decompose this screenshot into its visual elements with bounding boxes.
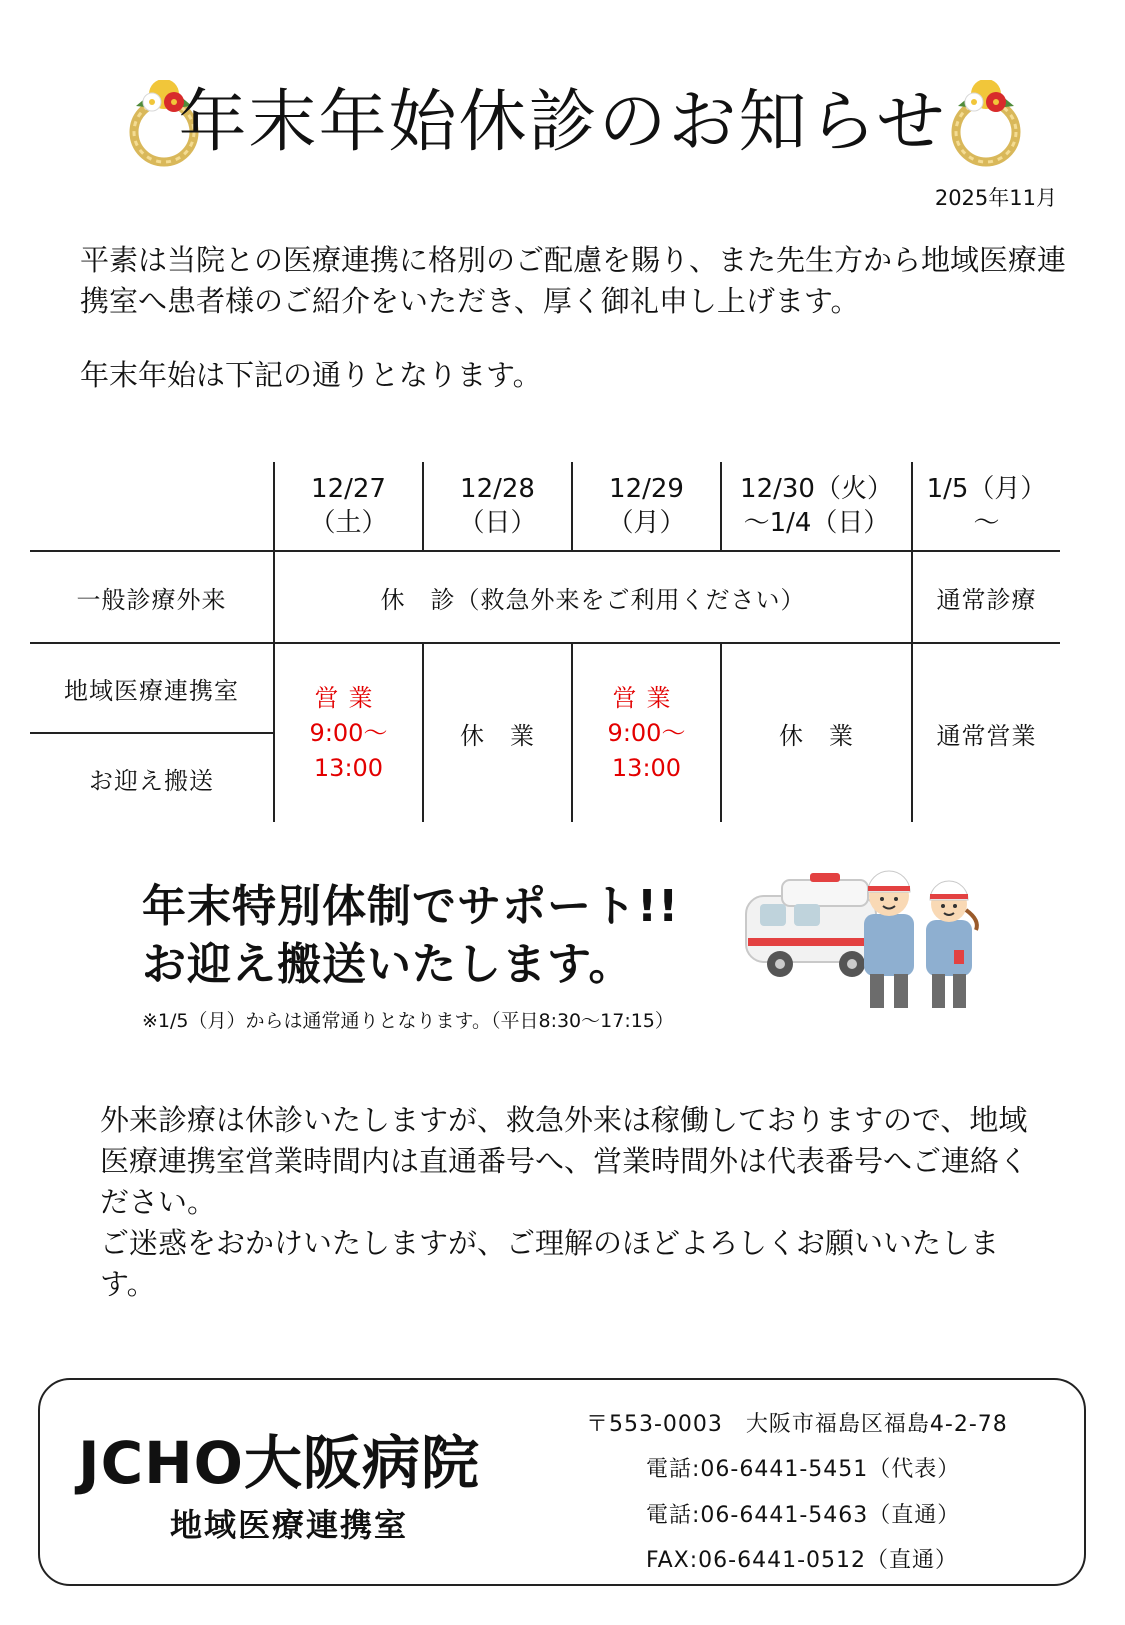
new-year-wreath-right-icon	[940, 80, 1032, 172]
outpatient-contact-note: 外来診療は休診いたしますが、救急外来は稼働しておりますので、地域医療連携室営業時間内は直通番号へ、営業時間外は代表番号へご連絡ください。	[100, 1103, 1029, 1219]
issue-date: 2025年11月	[934, 186, 1057, 210]
table-header-date	[274, 462, 423, 551]
phone-main: 電話:06-6441-5451（代表）	[646, 1457, 961, 1482]
header-date-line2: （日）	[458, 508, 537, 538]
special-support-note: ※1/5（月）からは通常通りとなります。（平日8:30～17:15）	[142, 1010, 674, 1032]
fax-number: FAX:06-6441-0512（直通）	[646, 1548, 959, 1573]
header-date-line2: （月）	[607, 508, 686, 538]
outpatient-note	[100, 1100, 1050, 1305]
page-title: 年末年始休診のお知らせ	[178, 83, 947, 162]
header-date-line1: 12/27	[311, 474, 386, 504]
schedule-table	[30, 462, 1060, 822]
table-header-row	[30, 462, 1060, 551]
open-hours-cell-1227	[274, 643, 423, 822]
header-date-line1: 1/5（月）	[926, 474, 1047, 504]
header-date-line1: 12/28	[460, 474, 535, 504]
ambulance-staff-illustration	[742, 858, 1004, 1018]
header-date-line2: ～	[973, 508, 1000, 538]
open-time-start: 9:00～	[607, 718, 686, 747]
department-name: 地域医療連携室	[170, 1506, 409, 1544]
table-row-regional-liaison	[30, 643, 1060, 733]
apology-note: ご迷惑をおかけいたしますが、ご理解のほどよろしくお願いいたします。	[100, 1226, 1000, 1301]
table-row-general-outpatient	[30, 551, 1060, 643]
open-time-end: 13:00	[313, 753, 384, 782]
header-date-line2: ～1/4（日）	[743, 508, 890, 538]
closed-cell-1228: 休 業	[423, 643, 572, 822]
phone-direct: 電話:06-6441-5463（直通）	[646, 1503, 961, 1528]
intro-paragraph: 平素は当院との医療連携に格別のご配慮を賜り、また先生方から地域医療連携室へ患者様のご紹介をいただき、厚く御礼申し上げます。	[80, 243, 1067, 318]
open-hours-cell-1229	[572, 643, 721, 822]
header-date-line2: （土）	[309, 508, 388, 538]
table-header-date	[912, 462, 1060, 551]
header-date-line1: 12/29	[609, 474, 684, 504]
closed-cell-1230-0104: 休 業	[721, 643, 912, 822]
hospital-name: JCHO大阪病院	[78, 1429, 480, 1497]
open-title: 営業	[314, 683, 383, 712]
row-label-general-outpatient: 一般診療外来	[30, 551, 274, 643]
row-label-pickup-transport: お迎え搬送	[89, 766, 214, 795]
general-closed-cell: 休 診（救急外来をご利用ください）	[274, 551, 912, 643]
general-normal-cell: 通常診療	[912, 551, 1060, 643]
special-support-headline: 年末特別体制でサポート!!	[142, 881, 680, 932]
header-date-line1: 12/30（火）	[740, 474, 893, 504]
schedule-intro: 年末年始は下記の通りとなります。	[80, 358, 542, 392]
row-label-regional-liaison: 地域医療連携室	[30, 643, 274, 733]
open-time-start: 9:00～	[309, 718, 388, 747]
special-support-subheadline: お迎え搬送いたします。	[142, 939, 634, 990]
open-title: 営業	[612, 683, 681, 712]
hospital-address: 〒553-0003 大阪市福島区福島4-2-78	[586, 1412, 1008, 1437]
normal-business-cell: 通常営業	[912, 643, 1060, 822]
table-header-date	[572, 462, 721, 551]
open-time-end: 13:00	[611, 753, 682, 782]
table-header-date	[423, 462, 572, 551]
table-header-corner	[30, 462, 274, 551]
table-header-date	[721, 462, 912, 551]
